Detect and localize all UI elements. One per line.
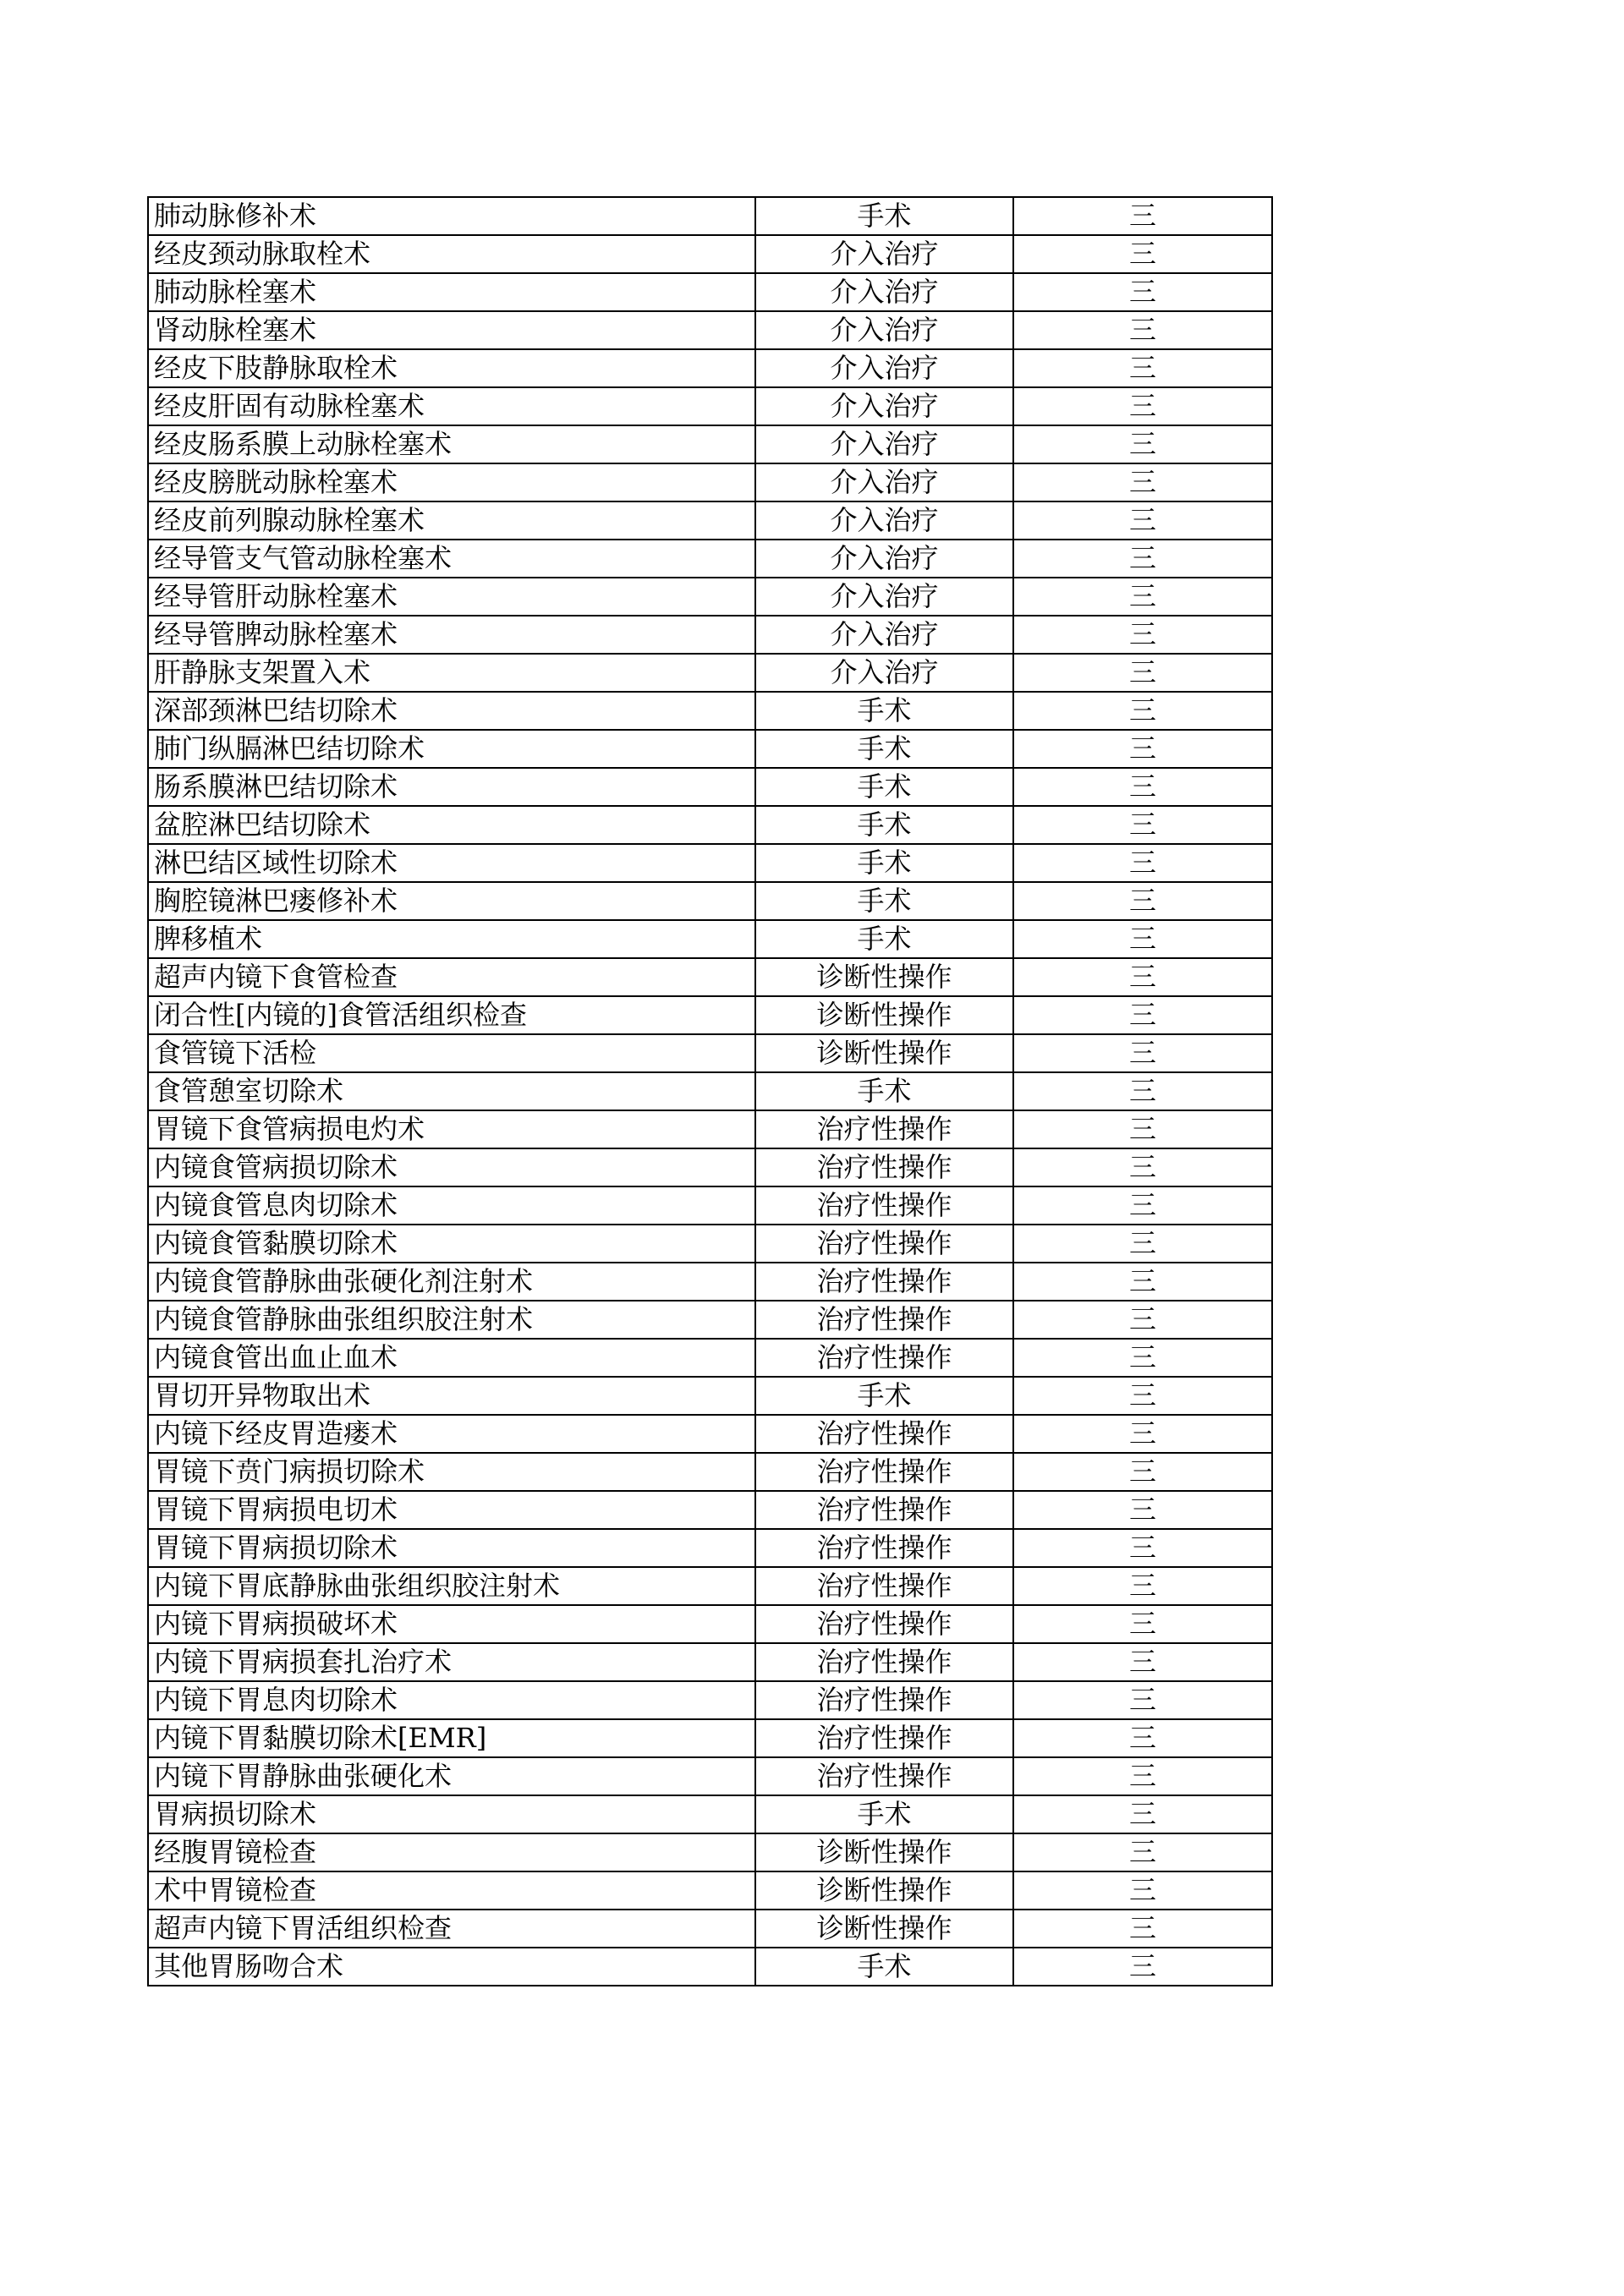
procedure-name-cell: 闭合性[内镜的]食管活组织检查 [148,996,755,1034]
procedure-name-cell: 肠系膜淋巴结切除术 [148,768,755,806]
table-row [148,1910,1272,1948]
table-row [148,1605,1272,1643]
table-row [148,1415,1272,1453]
table-row [148,387,1272,425]
procedure-name-cell: 内镜食管静脉曲张硬化剂注射术 [148,1263,755,1301]
procedure-type-cell: 手术 [755,806,1013,844]
procedure-type-cell: 治疗性操作 [755,1643,1013,1681]
table-row [148,425,1272,463]
procedure-level-cell: 三 [1013,387,1272,425]
table-row [148,882,1272,920]
procedure-name-cell: 超声内镜下胃活组织检查 [148,1910,755,1948]
procedure-name-cell: 其他胃肠吻合术 [148,1948,755,1986]
procedure-type-cell: 诊断性操作 [755,958,1013,996]
procedure-level-cell: 三 [1013,1377,1272,1415]
procedure-type-cell: 介入治疗 [755,425,1013,463]
procedure-level-cell: 三 [1013,1034,1272,1072]
procedure-level-cell: 三 [1013,1110,1272,1148]
procedure-name-cell: 内镜下胃底静脉曲张组织胶注射术 [148,1567,755,1605]
table-row [148,1034,1272,1072]
procedure-name-cell: 内镜下胃息肉切除术 [148,1681,755,1719]
table-row [148,1757,1272,1795]
procedure-level-cell: 三 [1013,1757,1272,1795]
procedure-name-cell: 内镜下胃病损套扎治疗术 [148,1643,755,1681]
procedure-name-cell: 经皮肝固有动脉栓塞术 [148,387,755,425]
procedure-level-cell: 三 [1013,844,1272,882]
procedure-type-cell: 治疗性操作 [755,1605,1013,1643]
procedure-level-cell: 三 [1013,768,1272,806]
procedure-table [147,196,1273,1986]
procedure-level-cell: 三 [1013,692,1272,730]
procedure-name-cell: 内镜食管出血止血术 [148,1339,755,1377]
procedure-type-cell: 介入治疗 [755,311,1013,349]
table-row [148,197,1272,235]
procedure-type-cell: 介入治疗 [755,501,1013,540]
procedure-name-cell: 脾移植术 [148,920,755,958]
procedure-type-cell: 手术 [755,1948,1013,1986]
procedure-name-cell: 经导管支气管动脉栓塞术 [148,540,755,578]
procedure-name-cell: 肾动脉栓塞术 [148,311,755,349]
procedure-name-cell: 经皮下肢静脉取栓术 [148,349,755,387]
procedure-name-cell: 内镜下胃静脉曲张硬化术 [148,1757,755,1795]
procedure-type-cell: 手术 [755,197,1013,235]
table-row [148,1681,1272,1719]
procedure-level-cell: 三 [1013,540,1272,578]
procedure-type-cell: 诊断性操作 [755,1034,1013,1072]
procedure-name-cell: 内镜下胃黏膜切除术[EMR] [148,1719,755,1757]
procedure-name-cell: 经皮膀胱动脉栓塞术 [148,463,755,501]
procedure-level-cell: 三 [1013,311,1272,349]
procedure-name-cell: 食管憩室切除术 [148,1072,755,1110]
procedure-level-cell: 三 [1013,1072,1272,1110]
table-row [148,958,1272,996]
procedure-type-cell: 治疗性操作 [755,1148,1013,1186]
table-row [148,654,1272,692]
table-row [148,1301,1272,1339]
procedure-level-cell: 三 [1013,1833,1272,1871]
table-row [148,806,1272,844]
procedure-level-cell: 三 [1013,920,1272,958]
table-row [148,1567,1272,1605]
procedure-level-cell: 三 [1013,1643,1272,1681]
procedure-level-cell: 三 [1013,1148,1272,1186]
procedure-type-cell: 手术 [755,882,1013,920]
table-row [148,996,1272,1034]
procedure-level-cell: 三 [1013,1415,1272,1453]
procedure-type-cell: 介入治疗 [755,349,1013,387]
procedure-type-cell: 治疗性操作 [755,1339,1013,1377]
procedure-name-cell: 内镜食管病损切除术 [148,1148,755,1186]
procedure-type-cell: 治疗性操作 [755,1110,1013,1148]
procedure-type-cell: 手术 [755,1377,1013,1415]
procedure-level-cell: 三 [1013,1910,1272,1948]
procedure-level-cell: 三 [1013,1339,1272,1377]
procedure-type-cell: 介入治疗 [755,616,1013,654]
procedure-name-cell: 内镜食管静脉曲张组织胶注射术 [148,1301,755,1339]
procedure-level-cell: 三 [1013,730,1272,768]
table-row [148,1072,1272,1110]
procedure-level-cell: 三 [1013,616,1272,654]
procedure-name-cell: 内镜下胃病损破坏术 [148,1605,755,1643]
procedure-level-cell: 三 [1013,1263,1272,1301]
procedure-level-cell: 三 [1013,349,1272,387]
procedure-type-cell: 介入治疗 [755,540,1013,578]
procedure-level-cell: 三 [1013,1567,1272,1605]
procedure-type-cell: 介入治疗 [755,235,1013,273]
table-row [148,616,1272,654]
procedure-type-cell: 治疗性操作 [755,1225,1013,1263]
table-row [148,1148,1272,1186]
procedure-type-cell: 治疗性操作 [755,1681,1013,1719]
table-row [148,1948,1272,1986]
procedure-name-cell: 肺动脉栓塞术 [148,273,755,311]
procedure-type-cell: 介入治疗 [755,578,1013,616]
table-row [148,1453,1272,1491]
procedure-name-cell: 经腹胃镜检查 [148,1833,755,1871]
procedure-type-cell: 手术 [755,920,1013,958]
procedure-type-cell: 介入治疗 [755,273,1013,311]
procedure-name-cell: 肺门纵膈淋巴结切除术 [148,730,755,768]
procedure-level-cell: 三 [1013,1453,1272,1491]
procedure-type-cell: 治疗性操作 [755,1529,1013,1567]
procedure-type-cell: 手术 [755,1795,1013,1833]
procedure-name-cell: 经皮颈动脉取栓术 [148,235,755,273]
procedure-type-cell: 手术 [755,844,1013,882]
table-row [148,235,1272,273]
procedure-type-cell: 治疗性操作 [755,1301,1013,1339]
procedure-level-cell: 三 [1013,273,1272,311]
table-row [148,1377,1272,1415]
procedure-level-cell: 三 [1013,197,1272,235]
procedure-type-cell: 诊断性操作 [755,1910,1013,1948]
procedure-name-cell: 经皮肠系膜上动脉栓塞术 [148,425,755,463]
procedure-name-cell: 内镜食管息肉切除术 [148,1186,755,1225]
procedure-level-cell: 三 [1013,1301,1272,1339]
table-row [148,273,1272,311]
table-row [148,1833,1272,1871]
procedure-level-cell: 三 [1013,1795,1272,1833]
procedure-type-cell: 诊断性操作 [755,996,1013,1034]
procedure-level-cell: 三 [1013,1605,1272,1643]
procedure-name-cell: 淋巴结区域性切除术 [148,844,755,882]
procedure-name-cell: 超声内镜下食管检查 [148,958,755,996]
procedure-type-cell: 治疗性操作 [755,1567,1013,1605]
procedure-type-cell: 治疗性操作 [755,1415,1013,1453]
procedure-name-cell: 肝静脉支架置入术 [148,654,755,692]
procedure-name-cell: 胃镜下胃病损切除术 [148,1529,755,1567]
procedure-name-cell: 深部颈淋巴结切除术 [148,692,755,730]
table-row [148,1643,1272,1681]
procedure-level-cell: 三 [1013,654,1272,692]
procedure-level-cell: 三 [1013,1871,1272,1910]
procedure-name-cell: 盆腔淋巴结切除术 [148,806,755,844]
procedure-level-cell: 三 [1013,501,1272,540]
procedure-type-cell: 治疗性操作 [755,1757,1013,1795]
table-row [148,349,1272,387]
table-row [148,1186,1272,1225]
procedure-level-cell: 三 [1013,425,1272,463]
procedure-name-cell: 经导管脾动脉栓塞术 [148,616,755,654]
table-row [148,692,1272,730]
procedure-type-cell: 治疗性操作 [755,1453,1013,1491]
procedure-type-cell: 治疗性操作 [755,1186,1013,1225]
procedure-type-cell: 介入治疗 [755,387,1013,425]
procedure-name-cell: 胃镜下贲门病损切除术 [148,1453,755,1491]
procedure-name-cell: 胃镜下食管病损电灼术 [148,1110,755,1148]
procedure-name-cell: 内镜食管黏膜切除术 [148,1225,755,1263]
procedure-name-cell: 术中胃镜检查 [148,1871,755,1910]
table-body [148,197,1272,1986]
procedure-level-cell: 三 [1013,1948,1272,1986]
table-row [148,730,1272,768]
procedure-level-cell: 三 [1013,1681,1272,1719]
table-row [148,311,1272,349]
procedure-name-cell: 胃镜下胃病损电切术 [148,1491,755,1529]
procedure-level-cell: 三 [1013,578,1272,616]
procedure-name-cell: 经导管肝动脉栓塞术 [148,578,755,616]
procedure-name-cell: 肺动脉修补术 [148,197,755,235]
table-row [148,1871,1272,1910]
table-row [148,540,1272,578]
procedure-level-cell: 三 [1013,1491,1272,1529]
procedure-type-cell: 介入治疗 [755,654,1013,692]
procedure-type-cell: 诊断性操作 [755,1833,1013,1871]
table-row [148,1225,1272,1263]
procedure-level-cell: 三 [1013,1186,1272,1225]
table-row [148,1529,1272,1567]
table-row [148,844,1272,882]
procedure-type-cell: 手术 [755,1072,1013,1110]
procedure-level-cell: 三 [1013,958,1272,996]
table-row [148,1263,1272,1301]
table-row [148,1719,1272,1757]
procedure-type-cell: 治疗性操作 [755,1491,1013,1529]
procedure-name-cell: 内镜下经皮胃造瘘术 [148,1415,755,1453]
table-row [148,1491,1272,1529]
procedure-type-cell: 治疗性操作 [755,1719,1013,1757]
table-row [148,1339,1272,1377]
procedure-level-cell: 三 [1013,882,1272,920]
procedure-level-cell: 三 [1013,1529,1272,1567]
procedure-level-cell: 三 [1013,463,1272,501]
table-row [148,920,1272,958]
table-row [148,1795,1272,1833]
procedure-level-cell: 三 [1013,996,1272,1034]
table-row [148,1110,1272,1148]
procedure-type-cell: 手术 [755,730,1013,768]
procedure-level-cell: 三 [1013,806,1272,844]
procedure-level-cell: 三 [1013,235,1272,273]
procedure-name-cell: 胃病损切除术 [148,1795,755,1833]
procedure-type-cell: 手术 [755,768,1013,806]
procedure-level-cell: 三 [1013,1225,1272,1263]
table-row [148,578,1272,616]
procedure-name-cell: 胸腔镜淋巴瘘修补术 [148,882,755,920]
table-row [148,768,1272,806]
procedure-type-cell: 诊断性操作 [755,1871,1013,1910]
procedure-type-cell: 治疗性操作 [755,1263,1013,1301]
procedure-type-cell: 手术 [755,692,1013,730]
table-row [148,463,1272,501]
procedure-name-cell: 食管镜下活检 [148,1034,755,1072]
procedure-name-cell: 胃切开异物取出术 [148,1377,755,1415]
procedure-level-cell: 三 [1013,1719,1272,1757]
procedure-type-cell: 介入治疗 [755,463,1013,501]
table-row [148,501,1272,540]
procedure-name-cell: 经皮前列腺动脉栓塞术 [148,501,755,540]
